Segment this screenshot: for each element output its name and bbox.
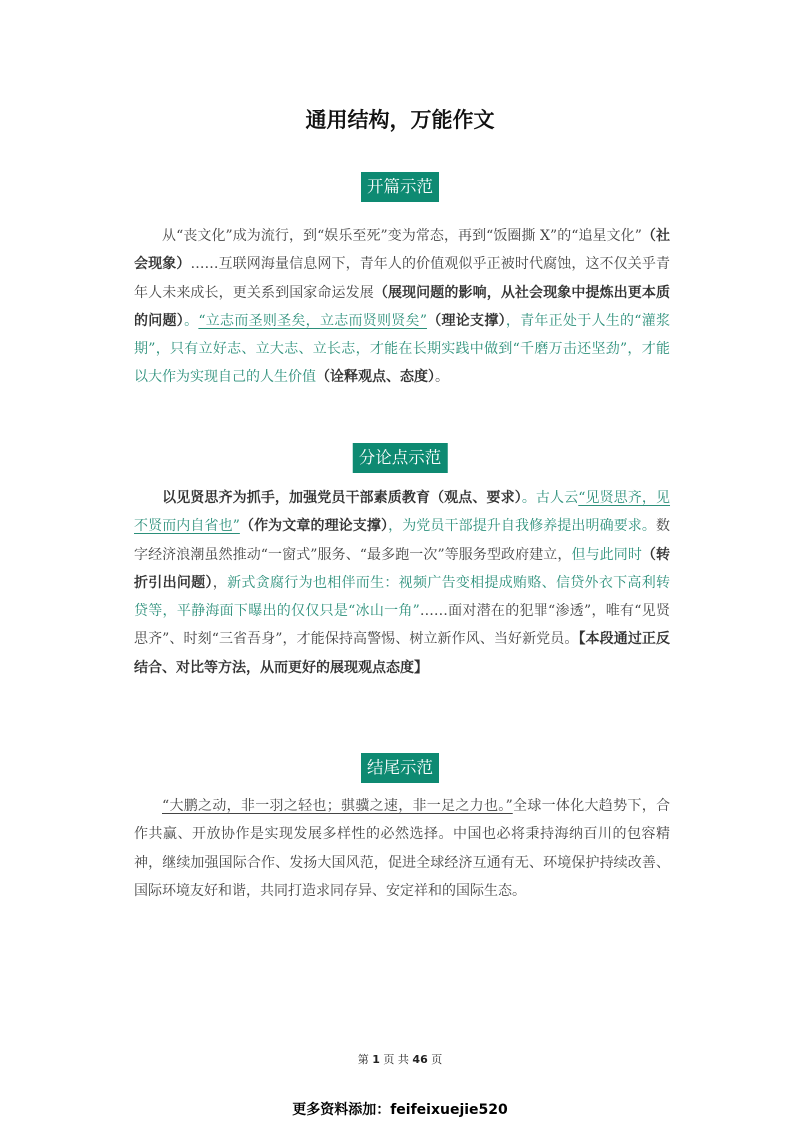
footer-middle: 页 共 <box>383 1053 409 1066</box>
ending-paragraph <box>134 792 670 905</box>
text-run: （理论支撑） <box>426 312 506 329</box>
text-run: “见贤思齐，见不贤而内自省也” <box>134 490 671 535</box>
text-run: 全球一体化大趋势下，合作共赢、开放协作是实现发展多样性的必然选择。中国也必将秉持海纳百川的包容精神，继续加强国际合作、发扬大国风范，促进全球经济互通有无、环境保护持续改善、国际环境友好和谐，共同打造求同存异、安定祥和的国际生态。 <box>134 798 670 899</box>
text-run: 。古人云 <box>521 490 579 506</box>
text-run: “大鹏之动，非一羽之轻也；骐骥之速，非一足之力也。” <box>162 798 513 814</box>
text-run: 从“丧文化”成为流行，到“娱乐至死”变为常态，再到“饭圈撕 X”的“追星文化” <box>162 228 642 244</box>
text-run: （展现问题的影响，从社会现象中提炼出更本质的问题） <box>134 284 671 329</box>
text-run: 但与此同时 <box>571 546 642 563</box>
bottom-contact-note: 更多资料添加：feifeixuejie520 <box>292 1102 508 1118</box>
section-heading-argument: 分论点示范 <box>353 443 448 473</box>
text-run: （社会现象） <box>134 228 670 273</box>
text-run: 。 <box>435 369 449 386</box>
section-heading-opening: 开篇示范 <box>361 172 439 202</box>
text-run: 以见贤思齐为抓手，加强党员干部素质教育 <box>162 490 431 506</box>
text-run: ……面对潜在的犯罪“渗透”，唯有“见贤思齐”、时刻“三省吾身”，才能保持高警惕、树立新作风、当好新党员。 <box>134 603 670 648</box>
opening-paragraph <box>134 222 670 392</box>
text-run: ，青年正处于人生的“灌浆期”，只有立好志、立大志、立长志，才能在长期实践中做到“千磨万击还坚劲”，才能以大作为实现自己的人生价值 <box>134 312 670 386</box>
text-run: （诠释观点、态度） <box>316 369 435 386</box>
text-run: 数字经济浪潮虽然推动“一窗式”服务、“最多跑一次”等服务型政府建立， <box>134 518 671 563</box>
footer-prefix: 第 <box>357 1053 369 1066</box>
text-run: 新式贪腐行为也相伴而生：视频广告变相提成贿赂、信贷外衣下高利转贷等，平静海面下曝出的仅仅只是“冰山一角” <box>134 574 671 620</box>
text-run: （作为文章的理论支撑） <box>239 518 389 535</box>
text-run: ，为党员干部提升自我修养提出明确要求。 <box>388 518 657 535</box>
text-run: ……互联网海量信息网下，青年人的价值观似乎正被时代腐蚀，这不仅关乎青年人未来成长，更关系到国家命运发展 <box>134 256 671 301</box>
argument-paragraph <box>134 484 670 682</box>
text-run: （转折引出问题） <box>134 546 671 591</box>
text-run: 。 <box>184 312 199 329</box>
text-run: 【本段通过正反结合、对比等方法，从而更好的展现观点态度】 <box>134 631 670 676</box>
page-footer <box>0 1051 800 1067</box>
footer-page-number: 1 <box>372 1053 380 1066</box>
text-run: （观点、要求） <box>430 490 522 506</box>
footer-total-pages: 46 <box>412 1053 428 1066</box>
text-run: “立志而圣则圣矣，立志而贤则贤矣” <box>198 312 427 329</box>
section-heading-ending: 结尾示范 <box>361 753 439 783</box>
footer-suffix: 页 <box>431 1053 443 1066</box>
document-title: 通用结构，万能作文 <box>305 108 495 132</box>
text-run: ， <box>212 574 228 591</box>
